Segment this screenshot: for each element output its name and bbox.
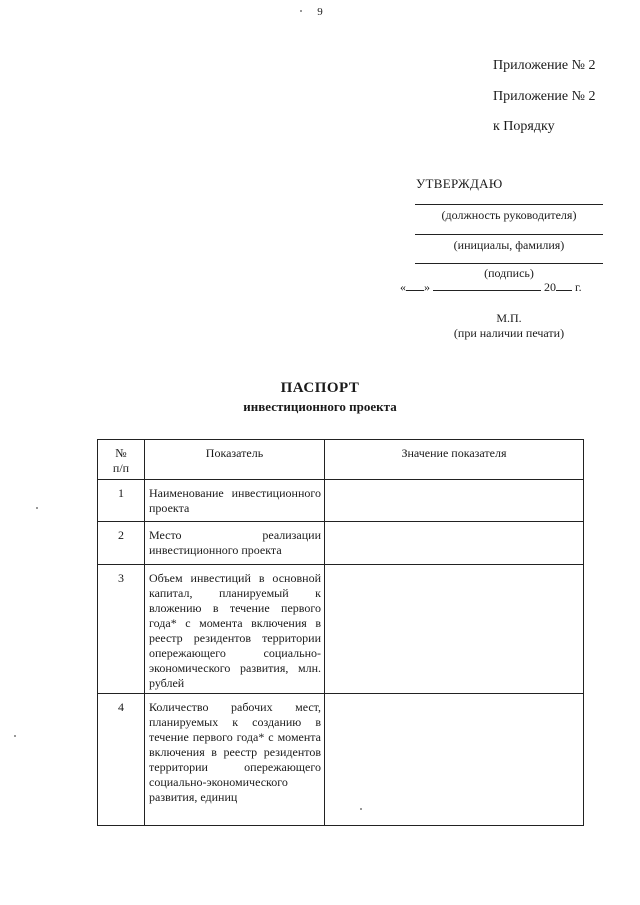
document-subtitle: инвестиционного проекта xyxy=(243,399,397,414)
passport-table xyxy=(97,439,584,826)
year-blank xyxy=(556,280,572,291)
stamp-label: М.П. xyxy=(496,311,522,325)
row-number: 3 xyxy=(98,565,145,694)
header-value: Значение показателя xyxy=(325,440,584,480)
row-value-cell[interactable] xyxy=(325,522,584,565)
scan-speck xyxy=(360,808,362,810)
table-row xyxy=(98,694,584,826)
row-value-cell[interactable] xyxy=(325,694,584,826)
row-number: 1 xyxy=(98,480,145,522)
date-open-quote: « xyxy=(400,280,406,294)
month-blank xyxy=(433,280,541,291)
day-blank xyxy=(406,280,424,291)
signature-caption: (подпись) xyxy=(484,266,534,280)
scan-speck xyxy=(14,735,16,737)
name-caption: (инициалы, фамилия) xyxy=(453,238,565,252)
table-header-row xyxy=(98,440,584,480)
row-indicator: Место реализации инвестиционного проекта xyxy=(145,522,325,565)
row-number: 4 xyxy=(98,694,145,826)
row-number: 2 xyxy=(98,522,145,565)
header-indicator: Показатель xyxy=(145,440,325,480)
row-indicator: Количество рабочих мест, планируемых к созданию в течение первого года* с момента включения в реестр резидентов территории опережающего социально-экономического развития, единиц xyxy=(145,694,325,826)
header-num xyxy=(98,440,145,480)
approval-title: УТВЕРЖДАЮ xyxy=(416,176,503,191)
appendix-label: Приложение № 2 xyxy=(493,58,596,73)
scan-speck xyxy=(36,507,38,509)
page-number: 9 xyxy=(317,6,323,18)
date-century: 20 xyxy=(544,280,556,294)
scan-speck xyxy=(300,10,302,12)
position-caption: (должность руководителя) xyxy=(441,208,577,222)
table-row xyxy=(98,480,584,522)
document-title: ПАСПОРТ xyxy=(280,380,360,396)
appendix-label-repeat: Приложение № 2 xyxy=(493,89,596,104)
row-value-cell[interactable] xyxy=(325,480,584,522)
row-value-cell[interactable] xyxy=(325,565,584,694)
date-year-suffix: г. xyxy=(575,280,582,294)
header-num-abbr: п/п xyxy=(112,461,130,475)
signature-line xyxy=(415,263,603,264)
date-line xyxy=(400,280,610,295)
appendix-order-ref: к Порядку xyxy=(493,119,555,134)
stamp-note: (при наличии печати) xyxy=(453,326,565,340)
row-indicator: Наименование инвестиционного проекта xyxy=(145,480,325,522)
date-close-quote: » xyxy=(424,280,430,294)
row-indicator: Объем инвестиций в основной капитал, планируемый к вложению в течение первого года* с момента включения в реестр резидентов территории опережающего социально-экономического развития, млн. рублей xyxy=(145,565,325,694)
table-row xyxy=(98,522,584,565)
header-num-symbol: № xyxy=(115,446,127,460)
table-row xyxy=(98,565,584,694)
position-line xyxy=(415,204,603,205)
name-line xyxy=(415,234,603,235)
